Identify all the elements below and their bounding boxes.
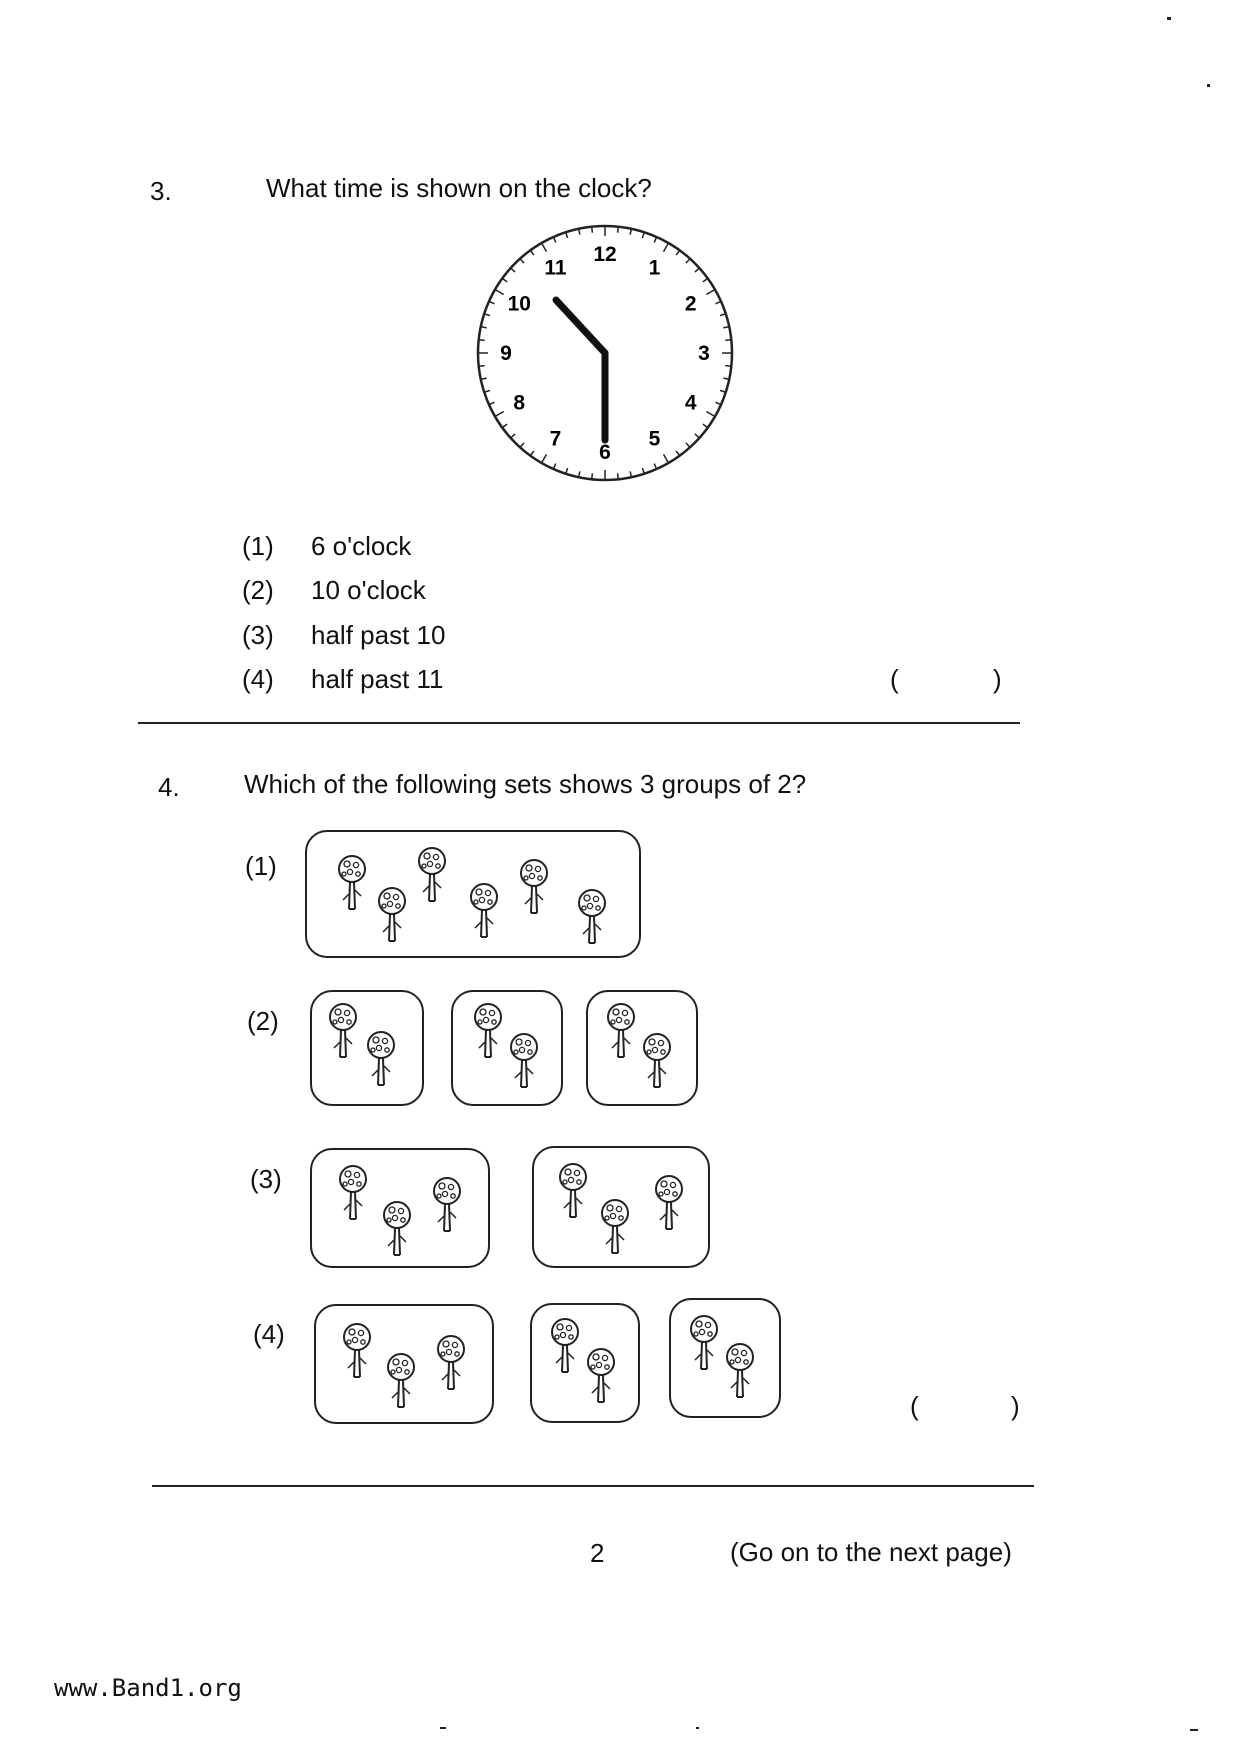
clock-tick [664,454,669,463]
clock-tick [542,454,547,463]
clock-numeral: 7 [549,427,562,451]
scan-speck [696,1727,699,1729]
scan-speck [440,1727,446,1729]
q4-option-3-group[interactable] [532,1146,710,1268]
q4-option-4-group[interactable] [314,1304,494,1424]
scan-speck [1190,1729,1198,1731]
q4-answer-open[interactable]: ( [910,1391,919,1421]
flower-icon [326,1002,360,1060]
question-4-number: 4. [158,772,180,802]
flower-icon [471,1002,505,1060]
q4-option-2-group[interactable] [451,990,563,1106]
flower-icon [575,888,609,946]
flower-icon [336,1164,370,1222]
q3-option-1-label[interactable]: (1) [242,531,274,561]
page-number: 2 [590,1538,605,1568]
divider-after-q4 [152,1485,1034,1487]
clock-numeral: 3 [698,342,710,365]
scan-speck [1167,17,1171,20]
q3-option-2-label[interactable]: (2) [242,575,274,605]
q3-option-3-text[interactable]: half past 10 [311,620,446,650]
clock-numeral: 5 [648,427,661,451]
q3-option-4-text[interactable]: half past 11 [311,664,444,694]
flower-icon [584,1347,618,1405]
flower-icon [384,1352,418,1410]
flower-icon [652,1174,686,1232]
flower-icon [604,1002,638,1060]
flower-icon [380,1200,414,1258]
q4-option-4-label[interactable]: (4) [253,1319,285,1349]
clock-numeral: 1 [648,256,661,280]
flower-icon [415,846,449,904]
flower-icon [364,1030,398,1088]
q4-option-4-group[interactable] [669,1298,781,1418]
clock-numeral: 10 [507,292,531,316]
q4-option-1-label[interactable]: (1) [245,851,277,881]
clock-tick [706,290,715,295]
q4-option-2-label[interactable]: (2) [247,1006,279,1036]
hour-hand [556,300,605,353]
q3-answer-open[interactable]: ( [890,664,899,694]
q4-option-1-group[interactable] [305,830,641,958]
clock-numeral: 6 [599,441,611,464]
clock-tick [664,243,669,252]
flower-icon [507,1032,541,1090]
clock-face [470,215,740,490]
clock-tick [706,412,715,417]
flower-icon [598,1198,632,1256]
flower-icon [335,854,369,912]
clock-tick [495,290,504,295]
clock-numeral: 11 [544,256,567,280]
q4-option-3-label[interactable]: (3) [250,1164,282,1194]
clock-tick [542,243,547,252]
flower-icon [375,886,409,944]
website-watermark: www.Band1.org [54,1674,242,1702]
flower-icon [548,1317,582,1375]
divider-after-q3 [138,722,1020,724]
flower-icon [517,858,551,916]
flower-icon [556,1162,590,1220]
q3-answer-close[interactable]: ) [993,664,1002,694]
q4-option-4-group[interactable] [530,1303,640,1423]
clock-numeral: 8 [513,391,526,415]
flower-icon [430,1176,464,1234]
clock-numeral: 2 [684,292,697,316]
continue-note: (Go on to the next page) [730,1537,1012,1567]
q3-option-4-label[interactable]: (4) [242,664,274,694]
q3-option-3-label[interactable]: (3) [242,620,274,650]
question-3-number: 3. [150,176,172,206]
scan-speck [1207,84,1210,87]
clock-numeral: 12 [593,243,617,266]
flower-icon [340,1322,374,1380]
flower-icon [723,1342,757,1400]
q4-answer-close[interactable]: ) [1011,1391,1020,1421]
flower-icon [640,1032,674,1090]
q4-option-2-group[interactable] [586,990,698,1106]
q4-option-2-group[interactable] [310,990,424,1106]
clock-numeral: 9 [500,342,512,365]
question-4-text: Which of the following sets shows 3 groups of 2? [244,769,807,799]
clock-numeral: 4 [684,391,697,415]
question-3-text: What time is shown on the clock? [266,173,652,203]
flower-icon [467,882,501,940]
flower-icon [434,1334,468,1392]
clock-tick [495,412,504,417]
q3-option-1-text[interactable]: 6 o'clock [311,531,412,561]
q4-option-3-group[interactable] [310,1148,490,1268]
q3-option-2-text[interactable]: 10 o'clock [311,575,426,605]
flower-icon [687,1314,721,1372]
